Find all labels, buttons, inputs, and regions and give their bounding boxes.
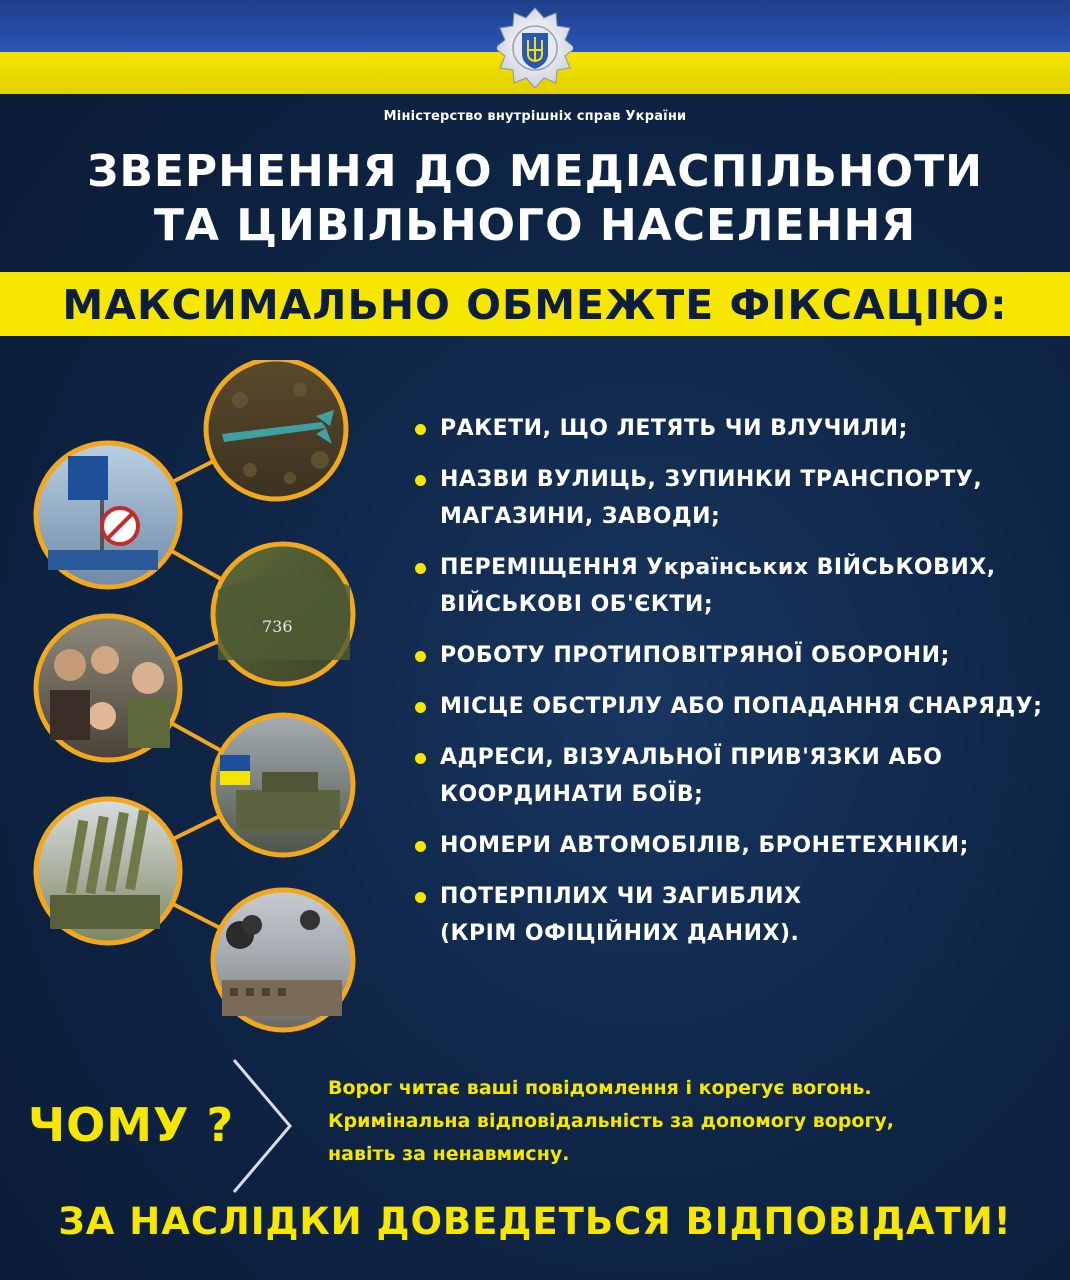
bullet-icon bbox=[415, 702, 426, 713]
shelling-smoke-photo bbox=[213, 890, 353, 1030]
list-item: ПОТЕРПІЛИХ ЧИ ЗАГИБЛИХ (КРІМ ОФІЦІЙНИХ ДАНИХ). bbox=[412, 878, 1062, 952]
list-item: АДРЕСИ, ВІЗУАЛЬНОЇ ПРИВ'ЯЗКИ АБО КООРДИНАТИ БОЇВ; bbox=[412, 739, 1062, 813]
why-label: ЧОМУ ? bbox=[28, 1098, 235, 1152]
title-line-2: ТА ЦИВІЛЬНОГО НАСЕЛЕННЯ bbox=[153, 200, 917, 251]
bullet-icon bbox=[415, 841, 426, 852]
air-defense-launcher-photo bbox=[36, 799, 180, 943]
page-title bbox=[0, 145, 1070, 253]
street-sign-photo bbox=[36, 443, 180, 587]
reason-line: Кримінальна відповідальність за допомогу ворогу, bbox=[328, 1110, 894, 1132]
reason-line: навіть за ненавмисну. bbox=[328, 1143, 570, 1165]
banner-text: МАКСИМАЛЬНО ОБМЕЖТЕ ФІКСАЦІЮ: bbox=[62, 281, 1008, 329]
list-item: НАЗВИ ВУЛИЦЬ, ЗУПИНКИ ТРАНСПОРТУ, МАГАЗИНИ, ЗАВОДИ; bbox=[412, 461, 1062, 535]
footer-warning: ЗА НАСЛІДКИ ДОВЕДЕТЬСЯ ВІДПОВІДАТИ! bbox=[58, 1200, 1012, 1243]
bullet-icon bbox=[415, 892, 426, 903]
list-item: ПЕРЕМІЩЕННЯ Українських ВІЙСЬКОВИХ, ВІЙСЬКОВІ ОБ'ЄКТИ; bbox=[412, 549, 1062, 623]
missile-photo bbox=[206, 360, 346, 499]
bullet-icon bbox=[415, 424, 426, 435]
police-emblem-icon bbox=[497, 4, 573, 94]
title-line-1: ЗВЕРНЕННЯ ДО МЕДІАСПІЛЬНОТИ bbox=[87, 146, 983, 197]
bullet-icon bbox=[415, 753, 426, 764]
list-item: МІСЦЕ ОБСТРІЛУ АБО ПОПАДАННЯ СНАРЯДУ; bbox=[412, 688, 1062, 725]
list-item: РОБОТУ ПРОТИПОВІТРЯНОЇ ОБОРОНИ; bbox=[412, 637, 1062, 674]
restricted-items-list bbox=[412, 410, 1062, 952]
wounded-people-photo bbox=[36, 616, 180, 760]
reason-line: Ворог читає ваші повідомлення і корегує вогонь. bbox=[328, 1077, 872, 1099]
armored-vehicle-photo bbox=[213, 544, 353, 684]
svg-text:736: 736 bbox=[262, 617, 293, 636]
chevron-right-icon bbox=[228, 1056, 298, 1196]
reason-text bbox=[328, 1072, 1058, 1171]
bullet-icon bbox=[415, 475, 426, 486]
bullet-icon bbox=[415, 651, 426, 662]
bullet-icon bbox=[415, 563, 426, 574]
ministry-name: Міністерство внутрішніх справ України bbox=[383, 109, 687, 124]
list-item: РАКЕТИ, ЩО ЛЕТЯТЬ ЧИ ВЛУЧИЛИ; bbox=[412, 410, 1062, 447]
list-item: НОМЕРИ АВТОМОБІЛІВ, БРОНЕТЕХНІКИ; bbox=[412, 827, 1062, 864]
tank-photo bbox=[213, 715, 353, 855]
photo-collage bbox=[0, 360, 400, 1040]
